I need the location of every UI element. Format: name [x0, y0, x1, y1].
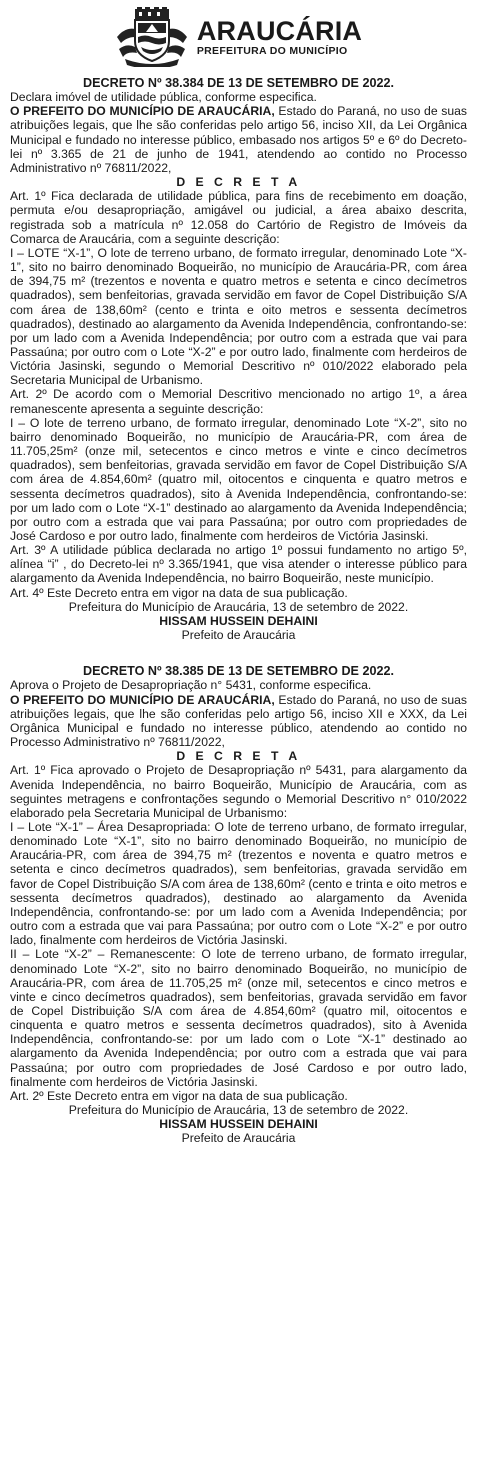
article-3: Art. 3º A utilidade pública declarada no artigo 1º possui fundamento no artigo 5º, alínea “i” , do Decreto-lei nº 3.365/1941, que visa atender o interesse público para alargamento da Avenida Independência, no bairro Boqueirão, neste município.: [10, 543, 467, 586]
coat-of-arms-icon: [115, 7, 189, 67]
signer-name: HISSAM HUSSEIN DEHAINI: [159, 1117, 318, 1132]
logo-subtitle: PREFEITURA DO MUNICÍPIO: [196, 45, 348, 57]
masthead: [10, 4, 467, 70]
signer-name: HISSAM HUSSEIN DEHAINI: [159, 613, 318, 628]
preamble-authority: O PREFEITO DO MUNICÍPIO DE ARAUCÁRIA,: [10, 692, 275, 707]
article-4: Art. 4º Este Decreto entra em vigor na data de sua publicação.: [10, 585, 348, 600]
signer-role: Prefeito de Araucária: [181, 1131, 296, 1146]
article-1: Art. 1º Fica aprovado o Projeto de Desapropriação nº 5431, para alargamento da Avenida Independência, no bairro Boqueirão, Município de Araucária, com as seguintes metragens e confrontações segundo o Memorial Descritivo n° 010/2022 elaborado pela Secretaria Municipal de Urbanismo:: [10, 763, 467, 820]
decree-2: [10, 664, 467, 1145]
decree-preamble: [10, 104, 467, 175]
article-1-item-i: I – LOTE “X-1”, O lote de terreno urbano, de formato irregular, denominado Lote “X-1”, sito no bairro denominado Boqueirão, no município de Araucária-PR, com área de 394,75 m² (trezentos e noventa e quatro metros e setenta e cinco decímetros quadrados), sem benfeitorias, gravada servidão em favor de Copel Distribuição S/A com área de 138,60m² (cento e trinta e oito metros e sessenta decímetros quadrados), destinado ao alargamento da Avenida Independência, confrontando-se: por um lado com a Avenida Independência; por outro com a estrada que vai para Passaúna; por outro com o Lote “X-2” e por outro lado, finalmente com herdeiros de Victória Jasinski, segundo o Memorial Descritivo nº 010/2022 elaborado pela Secretaria Municipal de Urbanismo.: [10, 245, 467, 388]
closing-line: Prefeitura do Município de Araucária, 13 de setembro de 2022.: [68, 1103, 409, 1118]
article-2: Art. 2º Este Decreto entra em vigor na data de sua publicação.: [10, 1088, 348, 1103]
closing-line: Prefeitura do Município de Araucária, 13 de setembro de 2022.: [68, 599, 409, 614]
article-1-item-ii: II – Lote “X-2” – Remanescente: O lote de terreno urbano, de formato irregular, denominado Lote “X-2”, sito no bairro denominado Boqueirão, no município de Araucária-PR, com área de 11.705,25 m² (onze mil, setecentos e cinco metros e vinte e cinco decímetros quadrados), sem benfeitorias, gravada servidão em favor de Copel Distribuição S/A com área de 4.854,60m² (quatro mil, oitocentos e cinquenta e quatro metros e sessenta decímetros quadrados), sito à Avenida Independência, confrontando-se: por um lado com o Lote “X-1” destinado ao alargamento da Avenida Independência; por outro com a estrada que vai para Passaúna; por outro com propriedades de José Cardoso e por outro lado, finalmente com herdeiros de Victória Jasinski.: [10, 947, 467, 1089]
decree-ementa: Declara imóvel de utilidade pública, conforme especifica.: [10, 90, 317, 105]
logo-name: ARAUCÁRIA: [196, 16, 363, 46]
decree-preamble: [10, 693, 467, 750]
decree-ementa: Aprova o Projeto de Desapropriação n° 5431, conforme especifica.: [10, 678, 372, 693]
article-1-item-i: I – Lote “X-1” – Área Desapropriada: O lote de terreno urbano, de formato irregular, denominado Lote “X-1”, sito no bairro denominado Boqueirão, no município de Araucária-PR, com área de 394,75 m² (trezentos e noventa e quatro metros e setenta e cinco decímetros quadrados), sem benfeitorias, gravada servidão em favor de Copel Distribuição S/A com área de 138,60m² (cento e trinta e oito metros e sessenta decímetros quadrados), destinado ao alargamento da Avenida Independência, confrontando-se: por um lado com a Avenida Independência; por outro com a estrada que vai para Passaúna; por outro com o Lote “X-2” e por outro lado, finalmente com herdeiros de Victória Jasinski.: [10, 819, 467, 948]
article-2-item-i: I – O lote de terreno urbano, de formato irregular, denominado Lote “X-2”, sito no bairro denominado Boqueirão, no município de Araucária-PR, com área de 11.705,25m² (onze mil, setecentos e cinco metros e vinte e cinco decímetros quadrados), sem benfeitorias, gravada servidão em favor de Copel Distribuição S/A com área de 4.854,60m² (quatro mil, oitocentos e cinquenta e quatro metros e sessenta decímetros quadrados), sito à Avenida Independência, confrontando-se: por um lado com o Lote “X-1” destinado ao alargamento da Avenida Independência; por outro com a estrada que vai para Passaúna; por outro com propriedades de José Cardoso e por outro lado, finalmente com herdeiros de Victória Jasinski.: [10, 415, 467, 543]
preamble-text: Estado do Paraná, no uso de suas atribuições legais, que lhe são conferidas pelo artigo 56, inciso XII e XXX, da Lei Orgânica Municipal e fundado no interesse público, atendendo ao contido no Processo Administrativo nº 76811/2022,: [10, 692, 467, 750]
decreta-heading: D E C R E T A: [176, 175, 301, 190]
decree-title: DECRETO Nº 38.385 DE 13 DE SETEMBRO DE 2022.: [83, 664, 394, 679]
decree-1: [10, 76, 467, 642]
brand-block: [197, 17, 362, 57]
decreta-heading: D E C R E T A: [176, 749, 301, 764]
preamble-text: Estado do Paraná, no uso de suas atribuições legais, que lhe são conferidas pelo artigo 56, inciso XII, da Lei Orgânica Municipal e fundado no interesse público, embasado nos artigos 5º e 6º do Decreto-lei nº 3.365 de 21 de junho de 1941, atendendo ao contido no Processo Administrativo nº 76811/2022,: [10, 104, 467, 175]
preamble-authority: O PREFEITO DO MUNICÍPIO DE ARAUCÁRIA,: [10, 104, 275, 119]
decree-title: DECRETO Nº 38.384 DE 13 DE SETEMBRO DE 2022.: [83, 76, 394, 90]
article-2: Art. 2º De acordo com o Memorial Descritivo mencionado no artigo 1º, a área remanescente apresenta a seguinte descrição:: [10, 387, 467, 416]
article-1: Art. 1º Fica declarada de utilidade pública, para fins de recebimento em doação, permuta e/ou desapropriação, amigável ou judicial, a área abaixo descrita, registrada sob a matrícula nº 12.058 do Cartório de Registro de Imóveis da Comarca de Araucária, com a seguinte descrição:: [10, 189, 467, 246]
signer-role: Prefeito de Araucária: [181, 628, 296, 643]
